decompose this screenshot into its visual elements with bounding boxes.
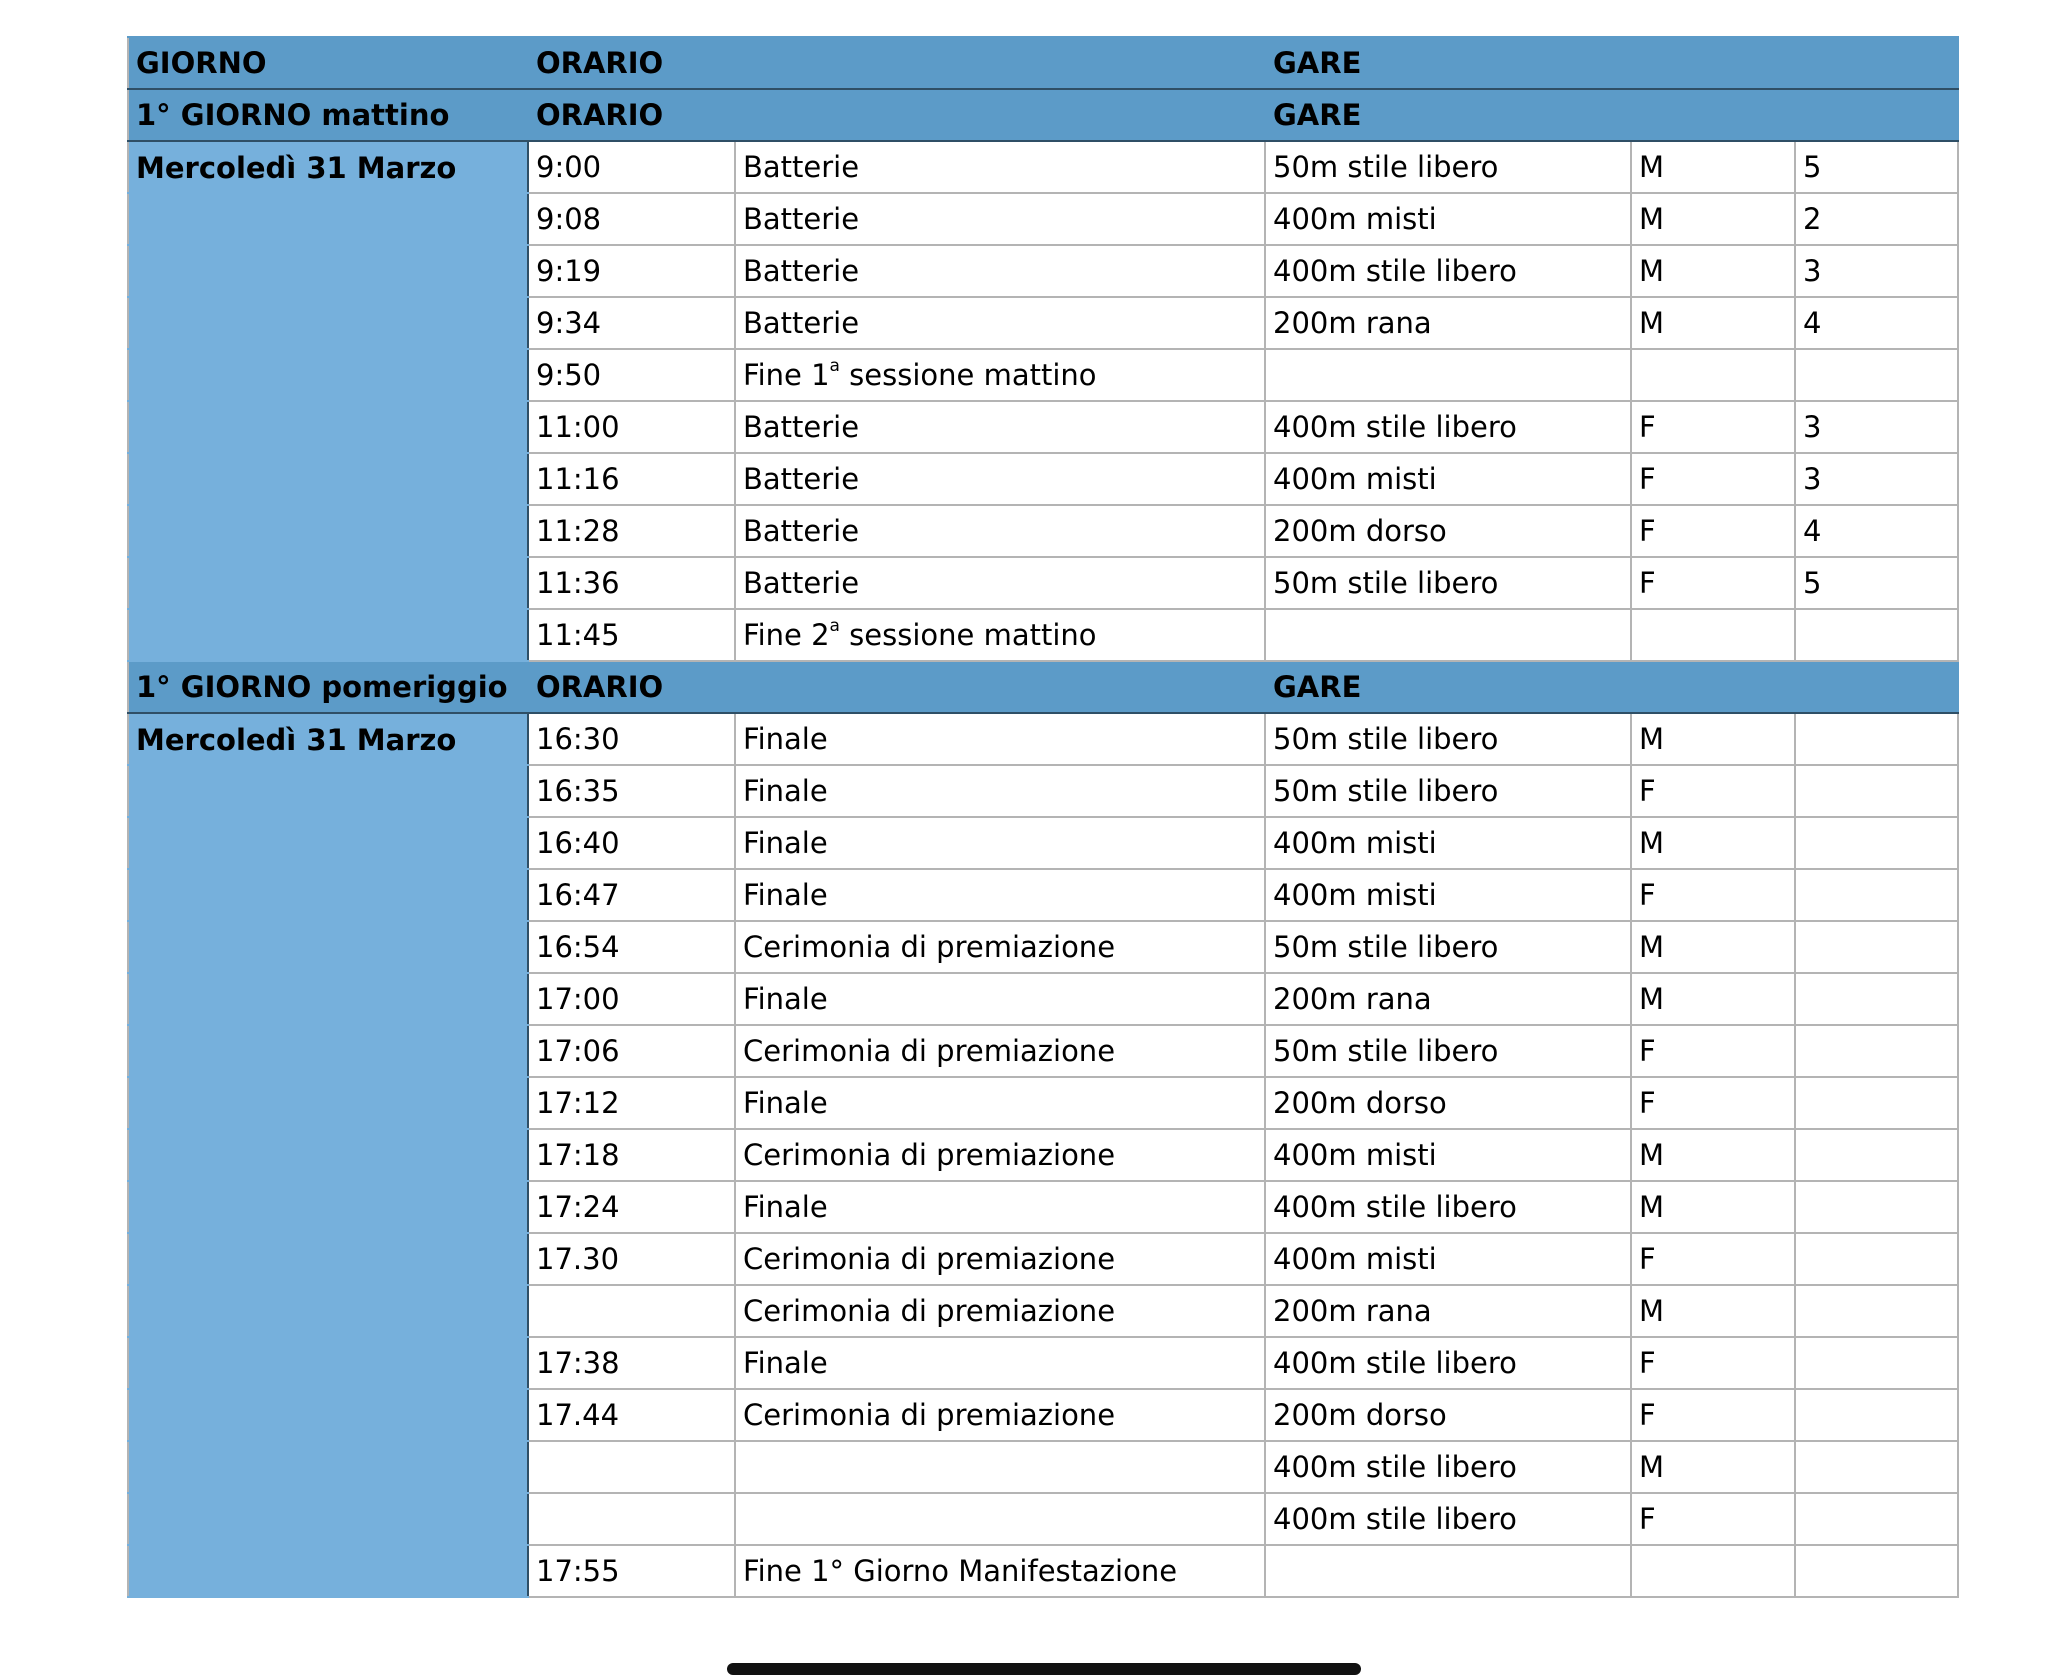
time-cell: 11:36 xyxy=(528,557,735,609)
day-cell xyxy=(128,1337,528,1389)
table-row xyxy=(128,505,1958,557)
sex-cell: M xyxy=(1631,141,1795,193)
day-cell xyxy=(128,505,528,557)
phase-cell: Finale xyxy=(735,765,1265,817)
event-cell: 200m rana xyxy=(1265,973,1631,1025)
phase-cell: Fine 1° Giorno Manifestazione xyxy=(735,1545,1265,1597)
table-row xyxy=(128,1129,1958,1181)
sex-cell: M xyxy=(1631,193,1795,245)
day-cell xyxy=(128,921,528,973)
phase-cell: Finale xyxy=(735,869,1265,921)
header-gare: GARE xyxy=(1265,37,1631,89)
heats-cell xyxy=(1795,1181,1958,1233)
time-cell: 17:55 xyxy=(528,1545,735,1597)
time-cell: 9:34 xyxy=(528,297,735,349)
ordinal-superscript: a xyxy=(829,616,840,636)
phase-cell: Cerimonia di premiazione xyxy=(735,1025,1265,1077)
day-cell xyxy=(128,557,528,609)
time-cell: 16:54 xyxy=(528,921,735,973)
event-cell: 400m stile libero xyxy=(1265,401,1631,453)
time-cell: 17.44 xyxy=(528,1389,735,1441)
heats-cell xyxy=(1795,713,1958,765)
session-header-orario: ORARIO xyxy=(528,89,735,141)
session-date: Mercoledì 31 Marzo xyxy=(128,713,528,765)
day-cell xyxy=(128,765,528,817)
heats-cell xyxy=(1795,1129,1958,1181)
time-cell: 9:00 xyxy=(528,141,735,193)
sex-cell: M xyxy=(1631,713,1795,765)
table-row xyxy=(128,817,1958,869)
time-cell: 11:45 xyxy=(528,609,735,661)
session-date: Mercoledì 31 Marzo xyxy=(128,141,528,193)
schedule-table xyxy=(127,36,1959,1598)
table-row xyxy=(128,1233,1958,1285)
day-cell xyxy=(128,349,528,401)
day-cell xyxy=(128,817,528,869)
heats-cell xyxy=(1795,921,1958,973)
time-cell: 17:18 xyxy=(528,1129,735,1181)
table-row xyxy=(128,921,1958,973)
table-row xyxy=(128,713,1958,765)
sex-cell: F xyxy=(1631,1025,1795,1077)
event-cell: 200m dorso xyxy=(1265,1077,1631,1129)
session-header-row xyxy=(128,661,1958,713)
ordinal-superscript: a xyxy=(829,356,840,376)
table-row xyxy=(128,973,1958,1025)
time-cell xyxy=(528,1441,735,1493)
phase-cell: Batterie xyxy=(735,245,1265,297)
sex-cell: F xyxy=(1631,1077,1795,1129)
phase-cell: Cerimonia di premiazione xyxy=(735,921,1265,973)
time-cell xyxy=(528,1493,735,1545)
sex-cell xyxy=(1631,1545,1795,1597)
phase-cell xyxy=(735,1441,1265,1493)
time-cell: 17:24 xyxy=(528,1181,735,1233)
sex-cell: M xyxy=(1631,297,1795,349)
event-cell: 50m stile libero xyxy=(1265,713,1631,765)
header-row xyxy=(128,37,1958,89)
sex-cell xyxy=(1631,609,1795,661)
sex-cell: M xyxy=(1631,973,1795,1025)
session-header-blank xyxy=(1795,661,1958,713)
phase-cell: Finale xyxy=(735,973,1265,1025)
event-cell: 400m stile libero xyxy=(1265,1441,1631,1493)
day-cell xyxy=(128,1025,528,1077)
phase-cell: Batterie xyxy=(735,401,1265,453)
time-cell: 9:08 xyxy=(528,193,735,245)
table-row xyxy=(128,1493,1958,1545)
time-cell: 16:30 xyxy=(528,713,735,765)
sex-cell: F xyxy=(1631,869,1795,921)
event-cell: 400m misti xyxy=(1265,453,1631,505)
header-blank xyxy=(1795,37,1958,89)
heats-cell: 2 xyxy=(1795,193,1958,245)
heats-cell xyxy=(1795,1337,1958,1389)
session-header-gare: GARE xyxy=(1265,89,1631,141)
time-cell: 9:19 xyxy=(528,245,735,297)
phase-cell xyxy=(735,349,1265,401)
heats-cell xyxy=(1795,817,1958,869)
heats-cell xyxy=(1795,1545,1958,1597)
phase-text: Fine 1 xyxy=(743,358,830,392)
time-cell: 17:06 xyxy=(528,1025,735,1077)
day-cell xyxy=(128,1233,528,1285)
day-cell xyxy=(128,1545,528,1597)
day-cell xyxy=(128,1285,528,1337)
heats-cell xyxy=(1795,1441,1958,1493)
phase-cell: Finale xyxy=(735,713,1265,765)
session-header-blank xyxy=(1631,89,1795,141)
phase-cell: Cerimonia di premiazione xyxy=(735,1129,1265,1181)
day-cell xyxy=(128,869,528,921)
sex-cell: F xyxy=(1631,1389,1795,1441)
day-cell xyxy=(128,1181,528,1233)
event-cell: 50m stile libero xyxy=(1265,921,1631,973)
event-cell: 200m rana xyxy=(1265,1285,1631,1337)
sex-cell xyxy=(1631,349,1795,401)
heats-cell xyxy=(1795,1285,1958,1337)
table-row xyxy=(128,1337,1958,1389)
day-cell xyxy=(128,193,528,245)
event-cell: 50m stile libero xyxy=(1265,557,1631,609)
sex-cell: M xyxy=(1631,1285,1795,1337)
phase-cell: Cerimonia di premiazione xyxy=(735,1389,1265,1441)
heats-cell xyxy=(1795,1493,1958,1545)
sex-cell: M xyxy=(1631,921,1795,973)
table-row xyxy=(128,245,1958,297)
heats-cell: 5 xyxy=(1795,141,1958,193)
sex-cell: M xyxy=(1631,245,1795,297)
session-header-blank xyxy=(1631,661,1795,713)
time-cell: 17:38 xyxy=(528,1337,735,1389)
sex-cell: F xyxy=(1631,1337,1795,1389)
time-cell: 9:50 xyxy=(528,349,735,401)
table-row xyxy=(128,1545,1958,1597)
day-cell xyxy=(128,1441,528,1493)
heats-cell: 3 xyxy=(1795,401,1958,453)
day-cell xyxy=(128,245,528,297)
event-cell xyxy=(1265,1545,1631,1597)
phase-cell: Cerimonia di premiazione xyxy=(735,1285,1265,1337)
event-cell xyxy=(1265,609,1631,661)
heats-cell xyxy=(1795,869,1958,921)
day-cell xyxy=(128,1493,528,1545)
sex-cell: F xyxy=(1631,557,1795,609)
heats-cell: 3 xyxy=(1795,245,1958,297)
table-row xyxy=(128,1181,1958,1233)
table-row xyxy=(128,557,1958,609)
heats-cell xyxy=(1795,1025,1958,1077)
heats-cell xyxy=(1795,1233,1958,1285)
event-cell: 50m stile libero xyxy=(1265,1025,1631,1077)
session-title: 1° GIORNO pomeriggio xyxy=(128,661,528,713)
day-cell xyxy=(128,453,528,505)
sex-cell: F xyxy=(1631,401,1795,453)
phase-text-suffix: sessione mattino xyxy=(839,358,1097,392)
sex-cell: F xyxy=(1631,505,1795,557)
day-cell xyxy=(128,1077,528,1129)
event-cell: 400m stile libero xyxy=(1265,1493,1631,1545)
day-cell xyxy=(128,401,528,453)
event-cell: 400m misti xyxy=(1265,869,1631,921)
phase-text: Fine 2 xyxy=(743,618,830,652)
time-cell: 11:00 xyxy=(528,401,735,453)
table-row xyxy=(128,349,1958,401)
phase-cell: Finale xyxy=(735,1077,1265,1129)
time-cell: 16:35 xyxy=(528,765,735,817)
phase-cell: Batterie xyxy=(735,297,1265,349)
phase-cell: Batterie xyxy=(735,453,1265,505)
time-cell: 16:40 xyxy=(528,817,735,869)
session-header-blank xyxy=(735,89,1265,141)
session-header-row xyxy=(128,89,1958,141)
phase-cell xyxy=(735,1493,1265,1545)
table-row xyxy=(128,297,1958,349)
time-cell xyxy=(528,1285,735,1337)
day-cell xyxy=(128,973,528,1025)
table-row xyxy=(128,1285,1958,1337)
time-cell: 16:47 xyxy=(528,869,735,921)
day-cell xyxy=(128,1129,528,1181)
event-cell: 400m stile libero xyxy=(1265,1337,1631,1389)
heats-cell xyxy=(1795,1077,1958,1129)
table-row xyxy=(128,869,1958,921)
session-header-blank xyxy=(735,661,1265,713)
phase-cell: Batterie xyxy=(735,141,1265,193)
day-cell xyxy=(128,609,528,661)
event-cell: 200m rana xyxy=(1265,297,1631,349)
table-row xyxy=(128,1389,1958,1441)
event-cell: 400m misti xyxy=(1265,817,1631,869)
event-cell xyxy=(1265,349,1631,401)
home-indicator xyxy=(727,1663,1361,1675)
heats-cell xyxy=(1795,1389,1958,1441)
event-cell: 400m stile libero xyxy=(1265,245,1631,297)
event-cell: 400m misti xyxy=(1265,193,1631,245)
table-row xyxy=(128,1025,1958,1077)
session-header-blank xyxy=(1795,89,1958,141)
header-orario: ORARIO xyxy=(528,37,735,89)
phase-cell xyxy=(735,609,1265,661)
header-blank xyxy=(1631,37,1795,89)
heats-cell: 4 xyxy=(1795,505,1958,557)
day-cell xyxy=(128,1389,528,1441)
event-cell: 200m dorso xyxy=(1265,1389,1631,1441)
phase-cell: Batterie xyxy=(735,193,1265,245)
event-cell: 400m misti xyxy=(1265,1233,1631,1285)
phase-cell: Batterie xyxy=(735,557,1265,609)
time-cell: 17.30 xyxy=(528,1233,735,1285)
session-title: 1° GIORNO mattino xyxy=(128,89,528,141)
sex-cell: F xyxy=(1631,765,1795,817)
session-header-orario: ORARIO xyxy=(528,661,735,713)
phase-cell: Finale xyxy=(735,1181,1265,1233)
time-cell: 17:00 xyxy=(528,973,735,1025)
time-cell: 11:28 xyxy=(528,505,735,557)
heats-cell xyxy=(1795,765,1958,817)
sex-cell: M xyxy=(1631,1181,1795,1233)
schedule-body xyxy=(128,37,1958,1597)
table-row xyxy=(128,1077,1958,1129)
time-cell: 11:16 xyxy=(528,453,735,505)
heats-cell xyxy=(1795,609,1958,661)
heats-cell: 3 xyxy=(1795,453,1958,505)
sex-cell: F xyxy=(1631,453,1795,505)
phase-cell: Finale xyxy=(735,817,1265,869)
table-row xyxy=(128,193,1958,245)
table-row xyxy=(128,141,1958,193)
session-header-gare: GARE xyxy=(1265,661,1631,713)
phase-text-suffix: sessione mattino xyxy=(839,618,1097,652)
table-row xyxy=(128,609,1958,661)
phase-cell: Batterie xyxy=(735,505,1265,557)
time-cell: 17:12 xyxy=(528,1077,735,1129)
heats-cell: 5 xyxy=(1795,557,1958,609)
event-cell: 400m misti xyxy=(1265,1129,1631,1181)
table-row xyxy=(128,1441,1958,1493)
table-row xyxy=(128,401,1958,453)
header-blank xyxy=(735,37,1265,89)
phase-cell: Finale xyxy=(735,1337,1265,1389)
day-cell xyxy=(128,297,528,349)
event-cell: 200m dorso xyxy=(1265,505,1631,557)
sex-cell: M xyxy=(1631,817,1795,869)
table-row xyxy=(128,765,1958,817)
event-cell: 50m stile libero xyxy=(1265,141,1631,193)
header-giorno: GIORNO xyxy=(128,37,528,89)
event-cell: 400m stile libero xyxy=(1265,1181,1631,1233)
heats-cell xyxy=(1795,973,1958,1025)
phase-cell: Cerimonia di premiazione xyxy=(735,1233,1265,1285)
sex-cell: F xyxy=(1631,1493,1795,1545)
heats-cell: 4 xyxy=(1795,297,1958,349)
sex-cell: M xyxy=(1631,1441,1795,1493)
sex-cell: M xyxy=(1631,1129,1795,1181)
heats-cell xyxy=(1795,349,1958,401)
table-row xyxy=(128,453,1958,505)
event-cell: 50m stile libero xyxy=(1265,765,1631,817)
sex-cell: F xyxy=(1631,1233,1795,1285)
